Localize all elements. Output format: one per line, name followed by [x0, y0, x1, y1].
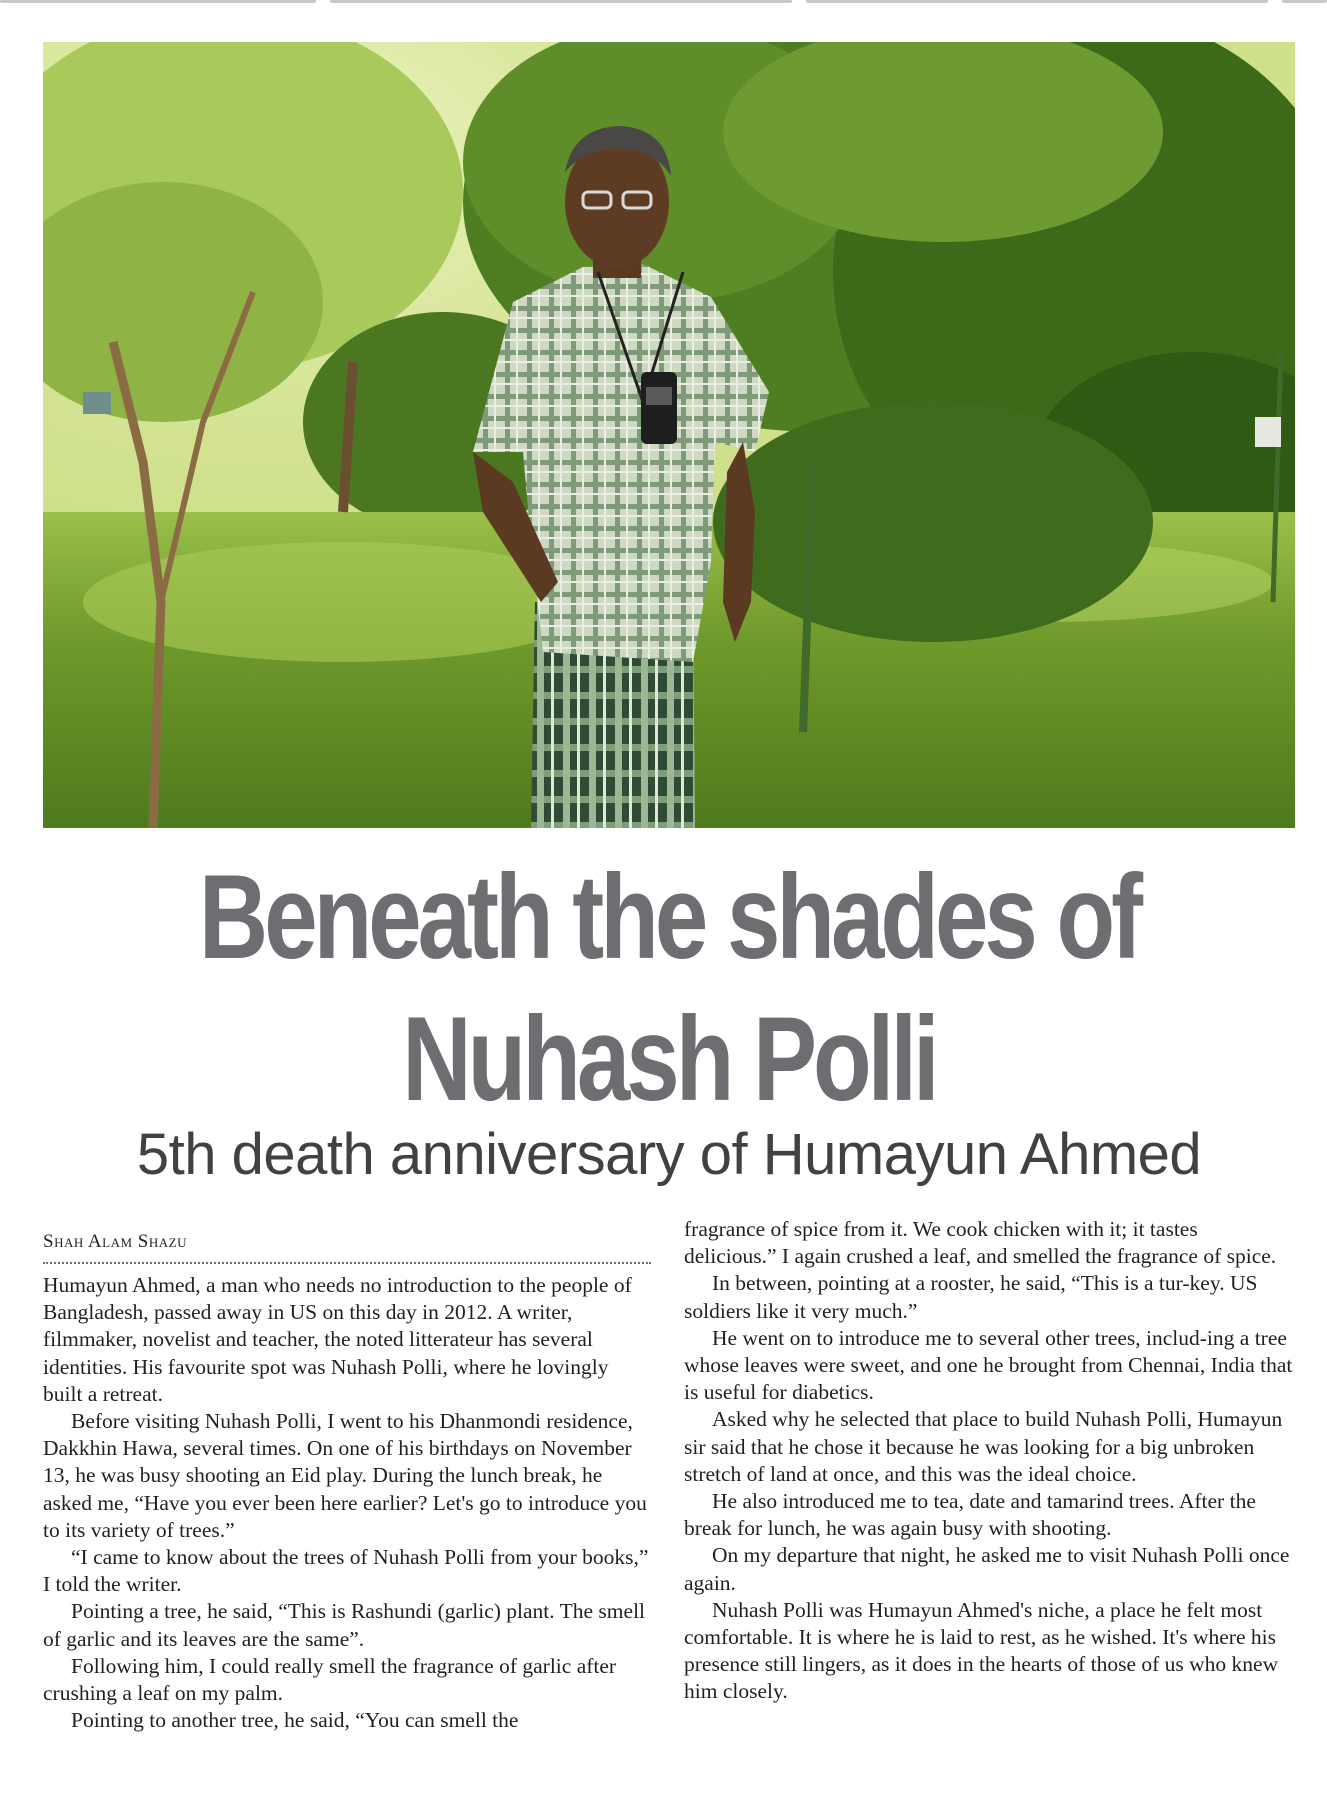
- paragraph: He went on to introduce me to several other trees, includ-ing a tree whose leaves were sweet, and one he brought from Chennai, India that is useful for diabetics.: [684, 1325, 1293, 1405]
- headline: [168, 846, 1170, 1130]
- paragraph: Nuhash Polli was Humayun Ahmed's niche, a place he felt most comfortable. It is where he is laid to rest, as he wished. It's where his presence still lingers, as it does in the hearts of those of us who knew him closely.: [684, 1597, 1279, 1704]
- paragraph: Humayun Ahmed, a man who needs no introduction to the people of Bangladesh, passed away in US on this day in 2012. A writer, filmmaker, novelist and teacher, the noted litterateur has several identities. His favourite spot was Nuhash Polli, where he lovingly built a retreat.: [43, 1273, 632, 1406]
- article-photo: [43, 42, 1295, 828]
- paragraph: Pointing to another tree, he said, “You can smell the: [71, 1708, 519, 1733]
- paragraph: Following him, I could really smell the fragrance of garlic after crushing a leaf on my palm.: [43, 1653, 617, 1706]
- subheadline: 5th death anniversary of Humayun Ahmed: [136, 1122, 1202, 1187]
- paragraph: Before visiting Nuhash Polli, I went to his Dhanmondi residence, Dakkhin Hawa, several times. On one of his birthdays on November 13, he was busy shooting an Eid play. During the lunch break, he asked me, “Have you ever been here earlier? Let's go to introduce you to its variety of trees.”: [43, 1409, 647, 1542]
- paragraph: He also introduced me to tea, date and tamarind trees. After the break for lunch, he was again busy with shooting.: [684, 1489, 1256, 1541]
- body-column-left: [43, 1216, 651, 1734]
- paragraph: In between, pointing at a rooster, he said, “This is a tur-key. US soldiers like it very much.”: [684, 1271, 1258, 1323]
- paragraph: Asked why he selected that place to build Nuhash Polli, Humayun sir said that he chose it because he was looking for a big unbroken stretch of land at once, and this was the ideal choice.: [684, 1407, 1283, 1486]
- paragraph: “I came to know about the trees of Nuhash Polli from your books,” I told the writer.: [43, 1545, 649, 1597]
- byline: Shah Alam Shazu: [43, 1231, 187, 1252]
- paragraph: Pointing a tree, he said, “This is Rashundi (garlic) plant. The smell of garlic and its leaves are the same”.: [43, 1599, 646, 1651]
- body-column-right: [684, 1216, 1295, 1706]
- paragraph: On my departure that night, he asked me to visit Nuhash Polli once again.: [684, 1543, 1290, 1595]
- portrait-in-garden-photo: [43, 42, 1295, 828]
- headline-line-2: Nuhash Polli: [402, 992, 936, 1126]
- top-edge-strip: [0, 0, 1327, 3]
- byline-divider: [43, 1262, 651, 1264]
- headline-line-1: Beneath the shades of: [198, 850, 1140, 984]
- paragraph: fragrance of spice from it. We cook chicken with it; it tastes delicious.” I again crushed a leaf, and smelled the fragrance of spice.: [684, 1217, 1277, 1269]
